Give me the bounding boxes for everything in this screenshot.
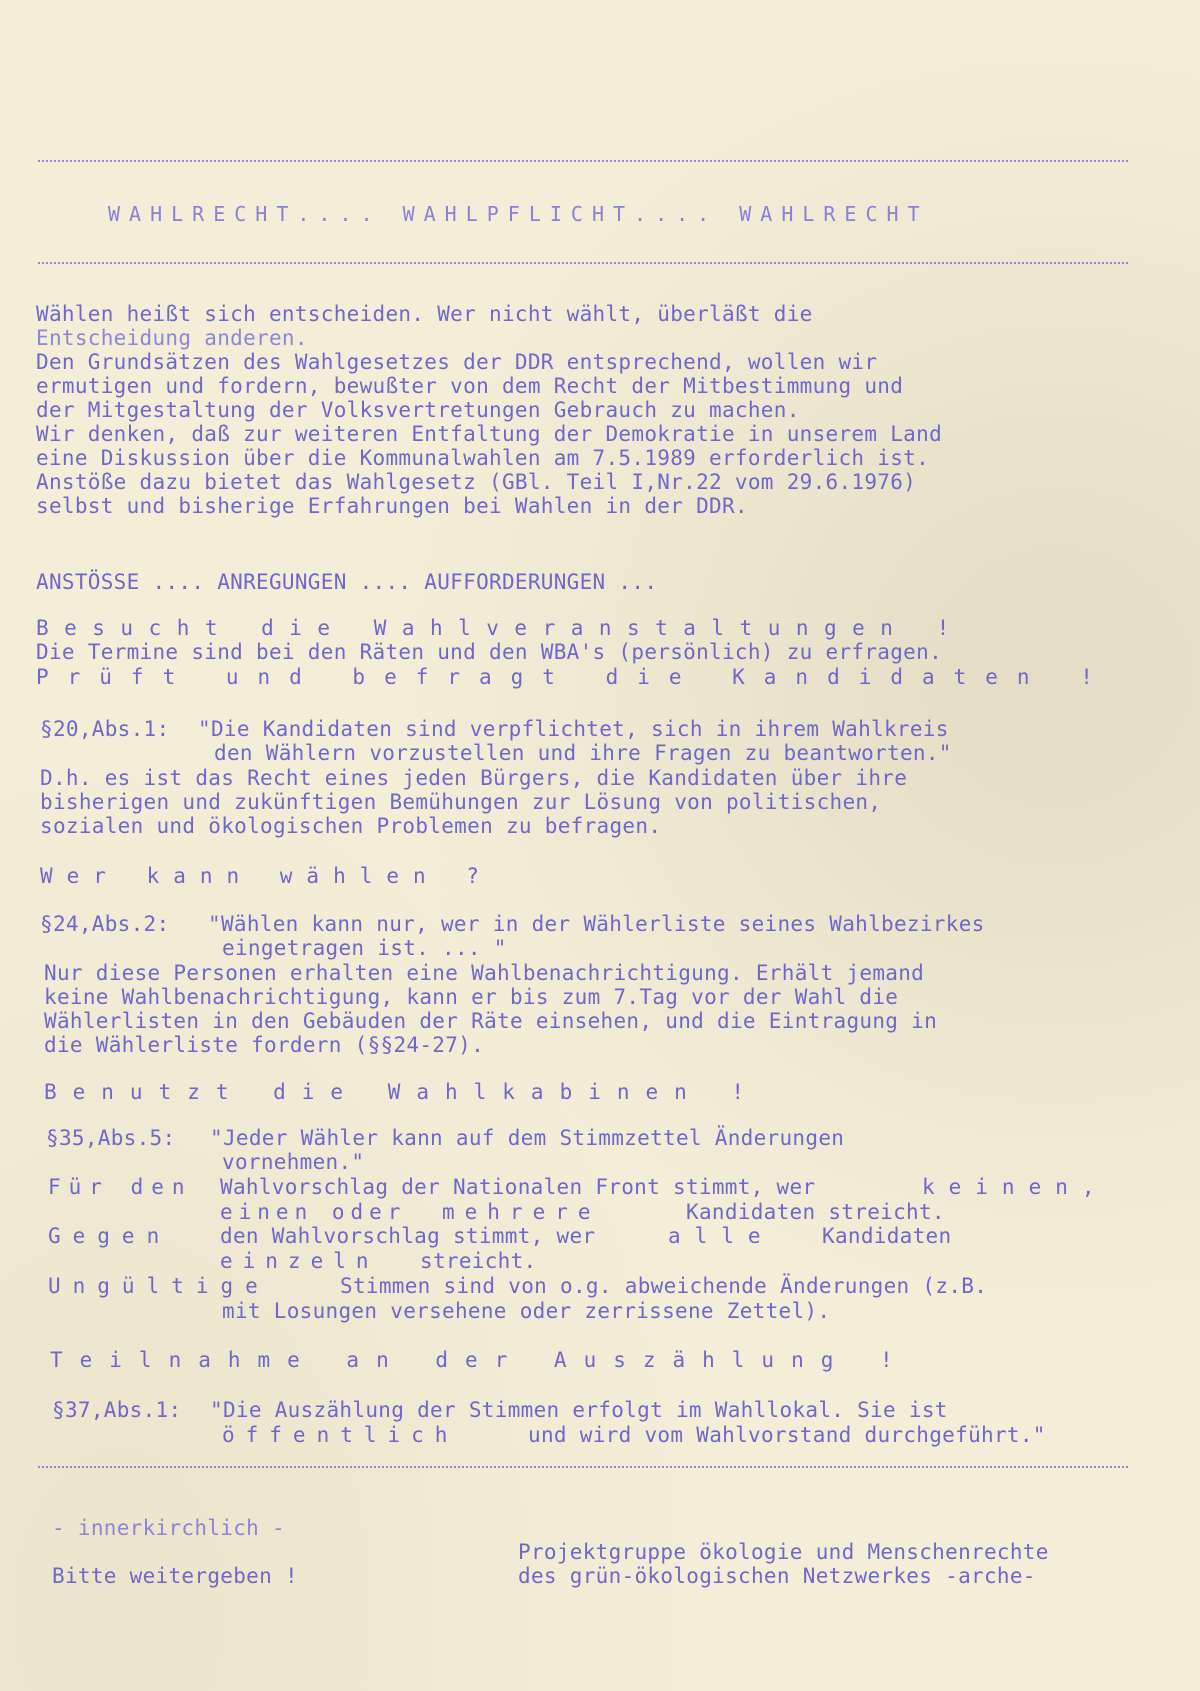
- section-heading-besucht: Besucht die Wahlveranstaltungen !: [36, 616, 965, 640]
- quote-line: "Die Kandidaten sind verpflichtet, sich in ihrem Wahlkreis: [198, 717, 949, 741]
- section-heading-teilnahme: Teilnahme an der Auszählung !: [50, 1348, 910, 1372]
- title-divider: [38, 262, 1128, 264]
- bottom-divider: [38, 1466, 1128, 1468]
- termine-line: Die Termine sind bei den Räten und den WBA's (persönlich) zu erfragen.: [36, 640, 943, 664]
- intro-line: Den Grundsätzen des Wahlgesetzes der DDR entsprechend, wollen wir: [36, 350, 878, 374]
- intro-line: Wir denken, daß zur weiteren Entfaltung der Demokratie in unserem Land: [36, 422, 943, 446]
- paragraph-ref-24: §24,Abs.2:: [40, 912, 170, 936]
- quote-line: und wird vom Wahlvorstand durchgeführt.": [528, 1423, 1046, 1447]
- explanation-line: bisherigen und zukünftigen Bemühungen zur Lösung von politischen,: [40, 790, 882, 814]
- label-gegen: Gegen: [48, 1224, 172, 1248]
- intro-line: Wählen heißt sich entscheiden. Wer nicht wählt, überläßt die: [36, 302, 813, 326]
- label-fur: Für den: [48, 1175, 193, 1199]
- gegen-keyword: einzeln: [220, 1249, 379, 1273]
- label-ungultig: Ungültige: [48, 1274, 270, 1298]
- quote-line: eingetragen ist. ... ": [222, 936, 507, 960]
- quote-line: "Die Auszählung der Stimmen erfolgt im Wahllokal. Sie ist: [210, 1398, 948, 1422]
- intro-line: Entscheidung anderen.: [36, 326, 308, 350]
- explanation-line: Wählerlisten in den Gebäuden der Räte einsehen, und die Eintragung in: [44, 1009, 938, 1033]
- section-heading-wer: Wer kann wählen ?: [40, 864, 493, 888]
- ungultig-text: Stimmen sind von o.g. abweichende Änderungen (z.B.: [340, 1274, 988, 1298]
- fur-text: Wahlvorschlag der Nationalen Front stimmt, wer: [220, 1175, 816, 1199]
- intro-line: ermutigen und fordern, bewußter von dem Recht der Mitbestimmung und: [36, 374, 904, 398]
- quote-line: "Wählen kann nur, wer in der Wählerliste seines Wahlbezirkes: [208, 912, 985, 936]
- quote-line: vornehmen.": [222, 1150, 365, 1174]
- section-heading-pruft: Prüft und befragt die Kandidaten !: [36, 665, 1112, 689]
- fur-keyword: mehrere: [442, 1200, 601, 1224]
- intro-line: Anstöße dazu bietet das Wahlgesetz (GBl. Teil I,Nr.22 vom 29.6.1976): [36, 470, 917, 494]
- explanation-line: die Wählerliste fordern (§§24-27).: [44, 1033, 485, 1057]
- ungultig-text: mit Losungen versehene oder zerrissene Zettel).: [222, 1299, 831, 1323]
- subheading: ANSTÖSSE .... ANREGUNGEN .... AUFFORDERUNGEN ...: [36, 570, 658, 594]
- intro-line: selbst und bisherige Erfahrungen bei Wahlen in der DDR.: [36, 494, 748, 518]
- quote-line: "Jeder Wähler kann auf dem Stimmzettel Änderungen: [210, 1126, 845, 1150]
- gegen-keyword: alle: [668, 1224, 775, 1248]
- fur-keyword: einen oder: [220, 1200, 407, 1224]
- explanation-line: keine Wahlbenachrichtigung, kann er bis zum 7.Tag vor der Wahl die: [44, 985, 899, 1009]
- quote-keyword: öffentlich: [222, 1423, 459, 1447]
- fur-text: Kandidaten streicht.: [686, 1200, 945, 1224]
- quote-line: den Wählern vorzustellen und ihre Fragen zu beantworten.": [214, 741, 952, 765]
- gegen-text: Kandidaten: [822, 1224, 952, 1248]
- footer-sender-line: des grün-ökologischen Netzwerkes -arche-: [518, 1564, 1036, 1588]
- section-heading-benutzt: Benutzt die Wahlkabinen !: [44, 1080, 761, 1104]
- fur-keyword: keinen,: [922, 1175, 1109, 1199]
- intro-line: eine Diskussion über die Kommunalwahlen am 7.5.1989 erforderlich ist.: [36, 446, 930, 470]
- document-title: WAHLRECHT.... WAHLPFLICHT.... WAHLRECHT: [108, 202, 929, 226]
- paragraph-ref-37: §37,Abs.1:: [52, 1398, 182, 1422]
- gegen-text: streicht.: [420, 1249, 537, 1273]
- explanation-line: sozialen und ökologischen Problemen zu befragen.: [40, 814, 662, 838]
- footer-sender-line: Projektgruppe ökologie und Menschenrechte: [518, 1540, 1049, 1564]
- footer-internal: - innerkirchlich -: [52, 1516, 285, 1540]
- explanation-line: D.h. es ist das Recht eines jeden Bürgers, die Kandidaten über ihre: [40, 766, 908, 790]
- paragraph-ref-35: §35,Abs.5:: [46, 1126, 176, 1150]
- explanation-line: Nur diese Personen erhalten eine Wahlbenachrichtigung. Erhält jemand: [44, 961, 925, 985]
- footer-pass-on: Bitte weitergeben !: [52, 1564, 298, 1588]
- paragraph-ref-20: §20,Abs.1:: [40, 717, 170, 741]
- intro-line: der Mitgestaltung der Volksvertretungen Gebrauch zu machen.: [36, 398, 800, 422]
- gegen-text: den Wahlvorschlag stimmt, wer: [220, 1224, 596, 1248]
- top-divider: [38, 160, 1128, 162]
